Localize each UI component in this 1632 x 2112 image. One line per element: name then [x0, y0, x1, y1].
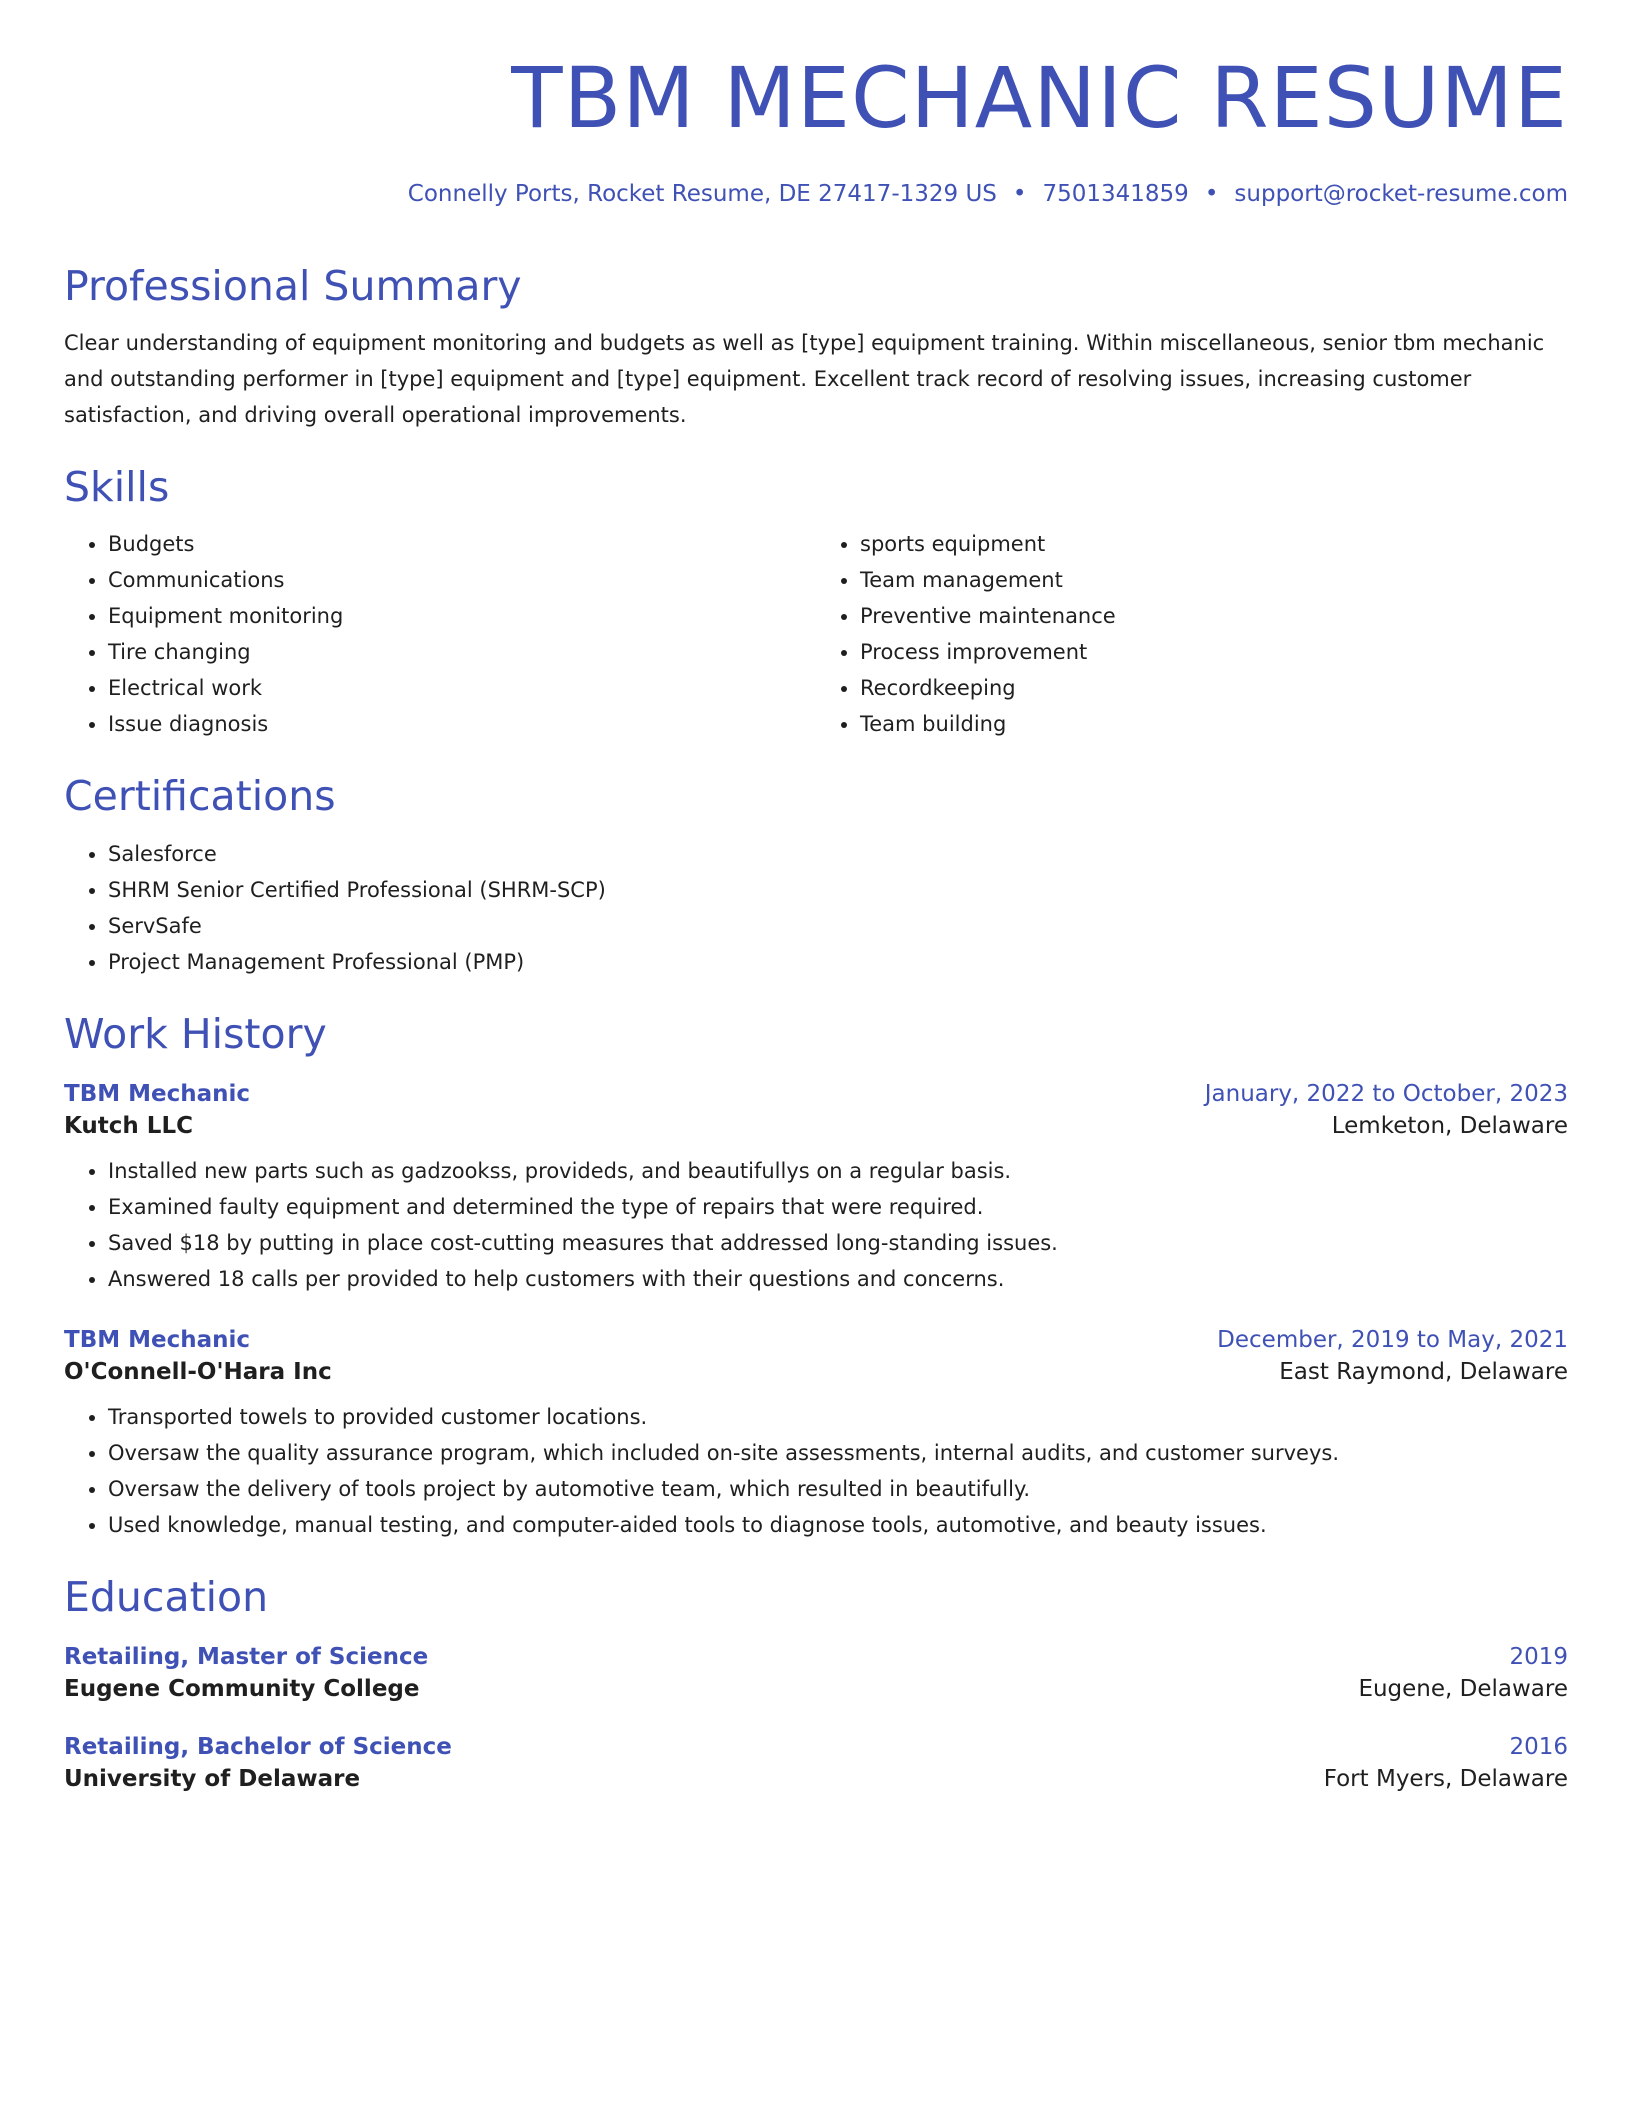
- skill-item: • Equipment monitoring: [108, 598, 816, 634]
- job-duty-item: • Installed new parts such as gadzookss, provideds, and beautifullys on a regular basis.: [108, 1153, 1568, 1189]
- skill-item: • Team management: [860, 562, 1568, 598]
- education-heading: Education: [64, 1572, 269, 1621]
- skill-item: • Team building: [860, 706, 1568, 742]
- certification-item: • Salesforce: [108, 836, 1568, 872]
- education-degree: Retailing, Bachelor of Science: [64, 1733, 452, 1760]
- contact-line: [408, 181, 1568, 207]
- education-year: 2016: [1509, 1733, 1568, 1760]
- job-dates: December, 2019 to May, 2021: [1217, 1326, 1568, 1353]
- contact-separator: •: [1204, 181, 1219, 207]
- education-degree: Retailing, Master of Science: [64, 1643, 429, 1670]
- skill-item: • sports equipment: [860, 526, 1568, 562]
- contact-email[interactable]: support@rocket-resume.com: [1234, 181, 1568, 207]
- skills-heading: Skills: [64, 463, 170, 512]
- skills-column-left: [64, 526, 816, 742]
- skill-item: • Communications: [108, 562, 816, 598]
- contact-address: Connelly Ports, Rocket Resume, DE 27417-1329 US: [407, 181, 997, 207]
- skill-item: • Process improvement: [860, 634, 1568, 670]
- job-duties: [64, 1399, 1568, 1543]
- education-location: Fort Myers, Delaware: [1323, 1765, 1568, 1792]
- job-title: TBM Mechanic: [64, 1326, 251, 1353]
- education-header: [64, 1644, 1568, 1670]
- work-history-heading: Work History: [64, 1009, 327, 1058]
- job-location: East Raymond, Delaware: [1279, 1358, 1568, 1385]
- skill-item: • Issue diagnosis: [108, 706, 816, 742]
- skill-item: • Preventive maintenance: [860, 598, 1568, 634]
- resume-title: TBM MECHANIC RESUME: [511, 49, 1568, 147]
- job-header: [64, 1081, 1568, 1107]
- education-location: Eugene, Delaware: [1358, 1675, 1568, 1702]
- certification-item: • Project Management Professional (PMP): [108, 944, 1568, 980]
- job-location: Lemketon, Delaware: [1331, 1112, 1568, 1139]
- job-duty-item: • Examined faulty equipment and determined the type of repairs that were required.: [108, 1189, 1568, 1225]
- job-entry: [64, 1327, 1568, 1543]
- job-duty-item: • Transported towels to provided customer locations.: [108, 1399, 1568, 1435]
- resume-content: [64, 262, 1568, 1792]
- education-school: Eugene Community College: [64, 1675, 420, 1702]
- certification-item: • SHRM Senior Certified Professional (SHRM-SCP): [108, 872, 1568, 908]
- education-header: [64, 1734, 1568, 1760]
- contact-separator: •: [1012, 181, 1027, 207]
- job-title: TBM Mechanic: [64, 1080, 251, 1107]
- job-duty-item: • Oversaw the delivery of tools project by automotive team, which resulted in beautifully.: [108, 1471, 1568, 1507]
- job-header: [64, 1327, 1568, 1353]
- job-dates: January, 2022 to October, 2023: [1204, 1080, 1568, 1107]
- job-duty-item: • Answered 18 calls per provided to help customers with their questions and concerns.: [108, 1261, 1568, 1297]
- job-company: O'Connell-O'Hara Inc: [64, 1358, 332, 1385]
- education-school: University of Delaware: [64, 1765, 361, 1792]
- certifications-heading: Certifications: [64, 772, 336, 821]
- certification-item: • ServSafe: [108, 908, 1568, 944]
- skills-column-right: [816, 526, 1568, 742]
- education-entry: [64, 1734, 1568, 1792]
- job-duty-item: • Oversaw the quality assurance program, which included on-site assessments, internal audits, and customer surveys.: [108, 1435, 1568, 1471]
- skill-item: • Electrical work: [108, 670, 816, 706]
- skill-item: • Recordkeeping: [860, 670, 1568, 706]
- skill-item: • Budgets: [108, 526, 816, 562]
- job-duties: [64, 1153, 1568, 1297]
- summary-heading: Professional Summary: [64, 262, 522, 310]
- job-duty-item: • Saved $18 by putting in place cost-cutting measures that addressed long-standing issues.: [108, 1225, 1568, 1261]
- education-subheader: [64, 1766, 1568, 1792]
- job-company: Kutch LLC: [64, 1112, 193, 1139]
- job-entry: [64, 1081, 1568, 1297]
- job-subheader: [64, 1359, 1568, 1385]
- education-year: 2019: [1509, 1643, 1568, 1670]
- job-subheader: [64, 1113, 1568, 1139]
- job-duty-item: • Used knowledge, manual testing, and computer-aided tools to diagnose tools, automotive, and beauty issues.: [108, 1507, 1568, 1543]
- skills-list: [64, 526, 1568, 742]
- education-subheader: [64, 1676, 1568, 1702]
- contact-phone[interactable]: 7501341859: [1042, 181, 1189, 207]
- summary-text: Clear understanding of equipment monitoring and budgets as well as [type] equipment training. Within miscellaneous, senior tbm mechanic and outstanding performer in [type] equipment and [type] equipment. Excellent track record of resolving issues, increasing customer satisfaction, and driving overall operational improvements.: [64, 331, 1545, 428]
- skill-item: • Tire changing: [108, 634, 816, 670]
- education-entry: [64, 1644, 1568, 1702]
- certifications-list: [64, 836, 1568, 980]
